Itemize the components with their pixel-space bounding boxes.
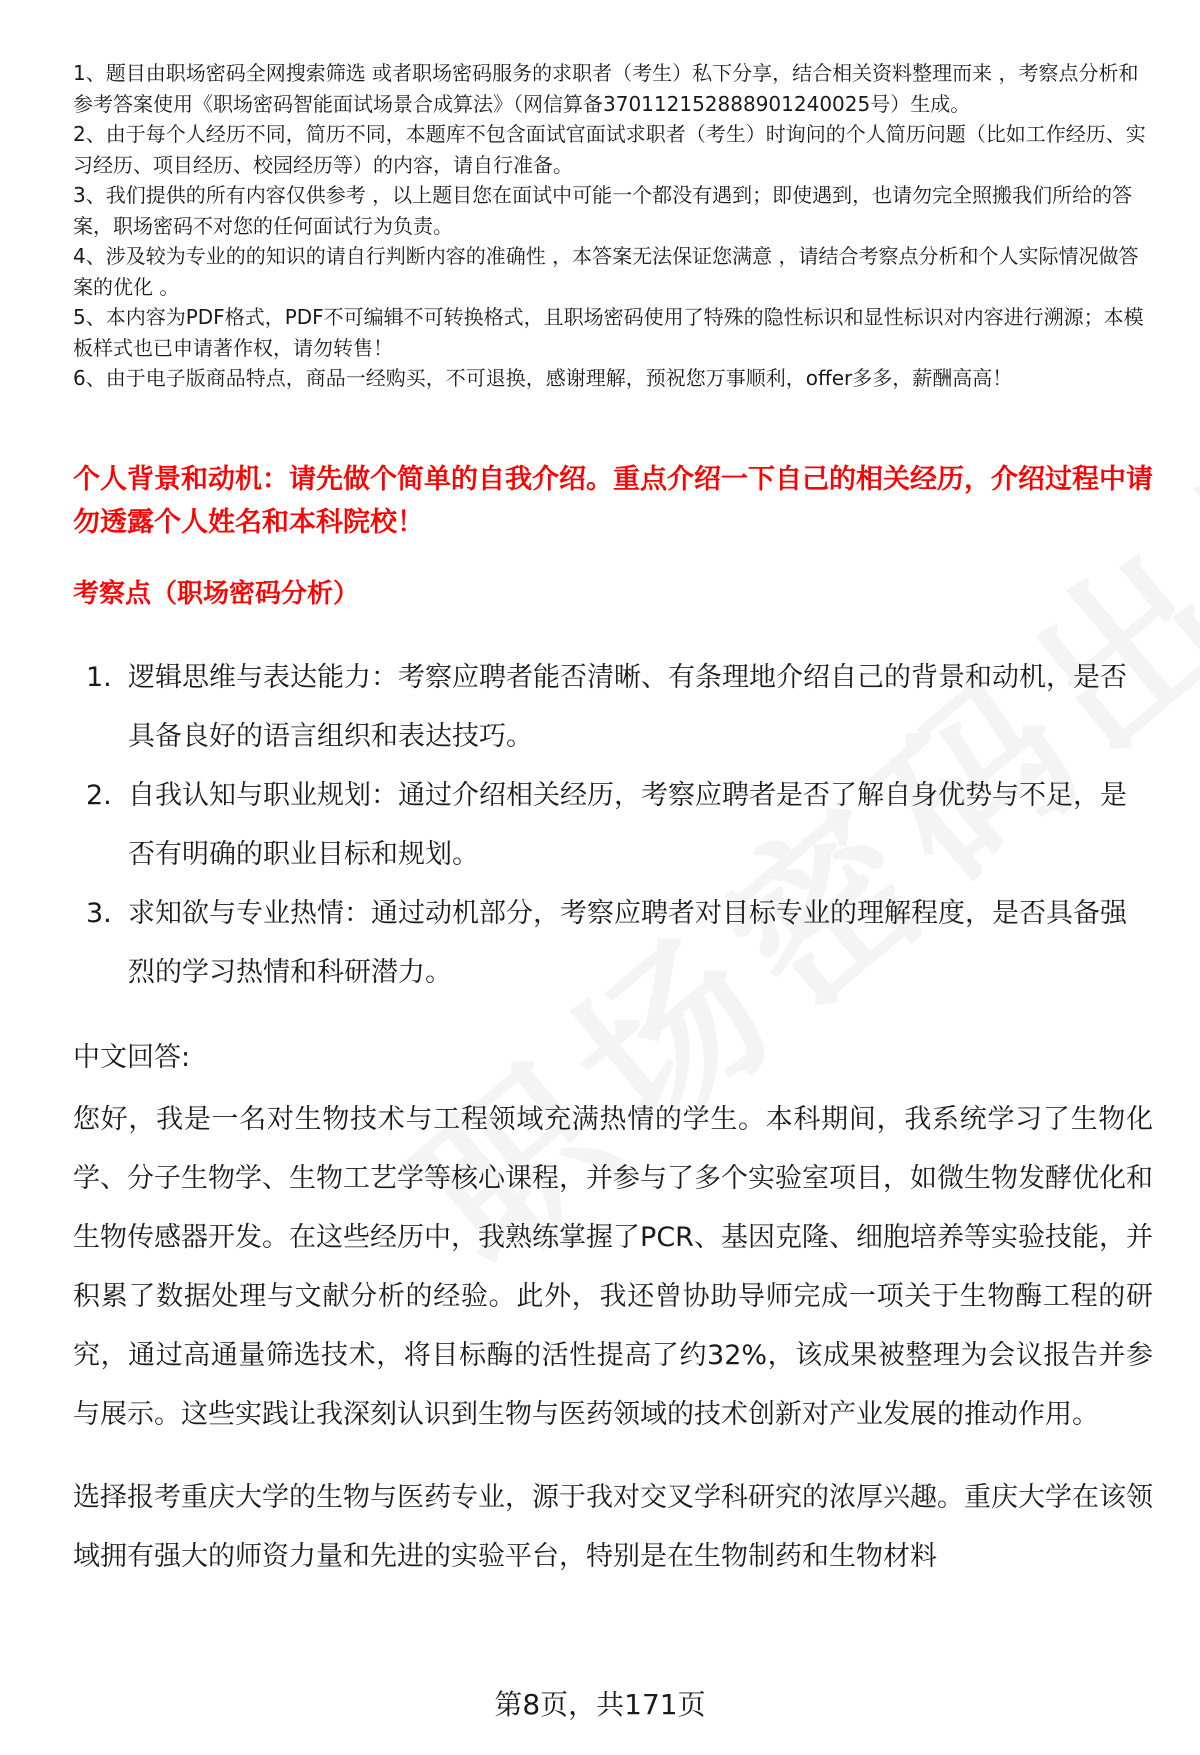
answer-paragraph: 您好，我是一名对生物技术与工程领域充满热情的学生。本科期间，我系统学习了生物化学、分子生物学、生物工艺学等核心课程，并参与了多个实验室项目，如微生物发酵优化和生物传感器开发。在这些经历中，我熟练掌握了PCR、基因克隆、细胞培养等实验技能，并积累了数据处理与文献分析的经验。此外，我还曾协助导师完成一项关于生物酶工程的研究，通过高通量筛选技术，将目标酶的活性提高了约32%，该成果被整理为会议报告并参与展示。这些实践让我深刻认识到生物与医药领域的技术创新对产业发展的推动作用。 [73,1104,1153,1430]
item-number: 3. [86,898,112,929]
page-number: 第8页，共171页 [494,1688,706,1721]
answer-body [73,1090,1153,1586]
notice-item: 4、涉及较为专业的的知识的请自行判断内容的准确性 ，本答案无法保证您满意 ，请结合考察点分析和个人实际情况做答案的优化 。 [73,244,1139,299]
points-title: 考察点（职场密码分析） [73,579,360,609]
question-heading: 个人背景和动机：请先做个简单的自我介绍。重点介绍一下自己的相关经历，介绍过程中请勿透露个人姓名和本科院校！ [73,464,1153,538]
list-item [73,648,1153,766]
notice-item: 2、由于每个人经历不同，简历不同，本题库不包含面试官面试求职者（考生）时询问的个人简历问题（比如工作经历、实习经历、项目经历、校园经历等）的内容，请自行准备。 [73,122,1146,177]
notice-item: 5、本内容为PDF格式，PDF不可编辑不可转换格式，且职场密码使用了特殊的隐性标识和显性标识对内容进行溯源；本模板样式也已申请著作权，请勿转售！ [73,305,1144,360]
notice-item: 3、我们提供的所有内容仅供参考 ，以上题目您在面试中可能一个都没有遇到；即使遇到，也请勿完全照搬我们所给的答案，职场密码不对您的任何面试行为负责。 [73,183,1133,238]
item-number: 1. [86,662,112,693]
notice-item: 1、题目由职场密码全网搜索筛选 或者职场密码服务的求职者（考生）私下分享，结合相关资料整理而来 ，考察点分析和参考答案使用《职场密码智能面试场景合成算法》（网信算备370112152888901240025号）生成。 [73,61,1139,116]
item-text: 逻辑思维与表达能力：考察应聘者能否清晰、有条理地介绍自己的背景和动机，是否具备良好的语言组织和表达技巧。 [128,662,1127,752]
notice-block [73,58,1153,394]
answer-paragraph: 选择报考重庆大学的生物与医药专业，源于我对交叉学科研究的浓厚兴趣。重庆大学在该领域拥有强大的师资力量和先进的实验平台，特别是在生物制药和生物材料 [73,1482,1153,1572]
list-item [73,884,1153,1002]
points-list [73,648,1153,1002]
item-text: 自我认知与职业规划：通过介绍相关经历，考察应聘者是否了解自身优势与不足，是否有明确的职业目标和规划。 [128,780,1127,870]
list-item [73,766,1153,884]
notice-item: 6、由于电子版商品特点，商品一经购买，不可退换，感谢理解，预祝您万事顺利，offer多多，薪酬高高！ [73,366,1013,390]
answer-label: 中文回答: [73,1042,191,1073]
item-number: 2. [86,780,112,811]
item-text: 求知欲与专业热情：通过动机部分，考察应聘者对目标专业的理解程度，是否具备强烈的学习热情和科研潜力。 [128,898,1127,988]
